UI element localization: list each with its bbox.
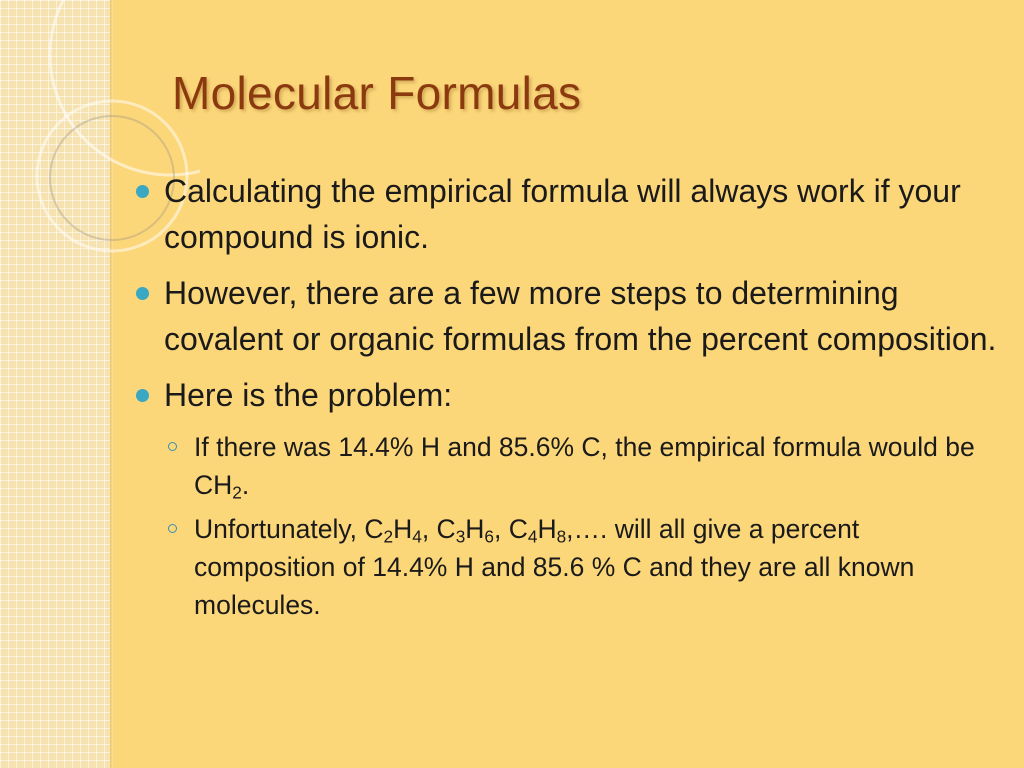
bullet-text: Here is the problem: [164, 377, 453, 413]
bullet-dot-icon [136, 389, 149, 402]
bullet-text: Calculating the empirical formula will always work if your compound is ionic. [164, 173, 961, 255]
ring-bullet-icon [168, 524, 177, 533]
bullet-text: However, there are a few more steps to determining covalent or organic formulas from the percent composition. [164, 275, 997, 357]
sub-bullet-text: If there was 14.4% H and 85.6% C, the empirical formula would be $CH_2$. [194, 432, 975, 503]
sub-bullet-text: Unfortunately, $C_2H_4$, $C_3H_6$, $C_4H_8,\dots$. will all give a percent composition of 14.4% H and 85.6 % C and they are all known molecules. [194, 514, 915, 620]
bullet-dot-icon [136, 185, 149, 198]
formula: $C_3H_6$ [436, 514, 494, 547]
bullet-dot-icon [136, 287, 149, 300]
ring-bullet-icon [168, 442, 177, 451]
slide-title: Molecular Formulas [172, 67, 582, 119]
sub-bullet-item [132, 510, 1002, 624]
formula: $C_4H_8$ [508, 514, 567, 547]
bullet-item [132, 270, 1002, 362]
slide-content [132, 168, 1002, 630]
bullet-item [132, 168, 1002, 260]
sub-bullet-item [132, 428, 1002, 504]
formula: $C_2H_4$ [364, 514, 422, 547]
bullet-item [132, 372, 1002, 418]
